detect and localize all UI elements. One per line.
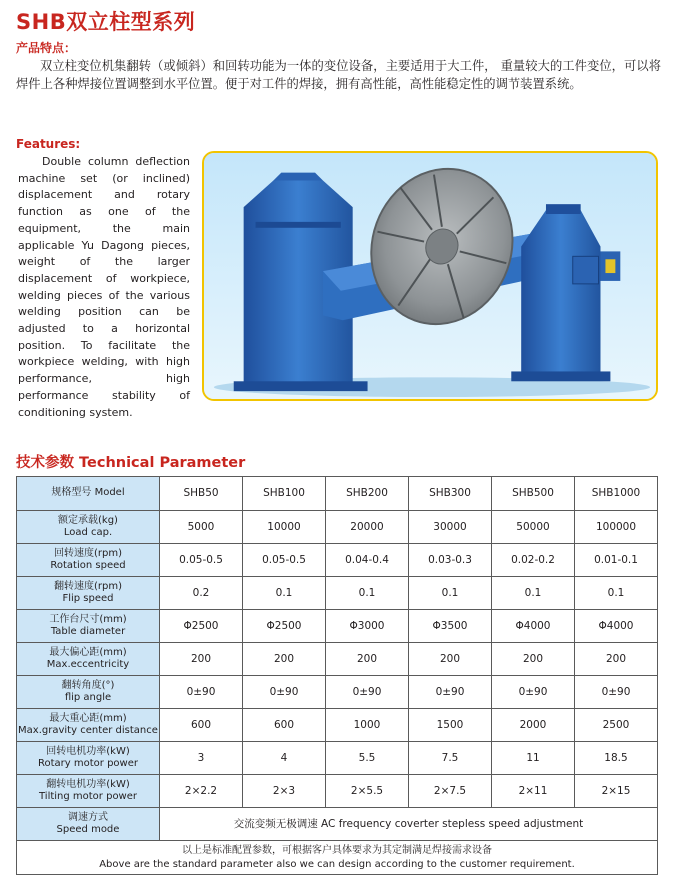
value-cell: 5000 bbox=[160, 511, 243, 544]
value-cell: 0.1 bbox=[243, 577, 326, 610]
row-label-cn: 回转速度(rpm) bbox=[53, 547, 122, 559]
spec-table bbox=[16, 476, 658, 875]
row-label bbox=[17, 742, 160, 775]
footnote-row bbox=[17, 841, 658, 875]
value-cell: 2500 bbox=[575, 709, 658, 742]
value-cell: 10000 bbox=[243, 511, 326, 544]
value-cell: 0.1 bbox=[492, 577, 575, 610]
row-label-cn: 回转电机功率(kW) bbox=[46, 745, 130, 757]
row-label bbox=[17, 676, 160, 709]
model-cell: SHB500 bbox=[492, 477, 575, 511]
value-cell: 200 bbox=[326, 643, 409, 676]
value-cell: 0.02-0.2 bbox=[492, 544, 575, 577]
value-cell: 0.01-0.1 bbox=[575, 544, 658, 577]
value-cell: 30000 bbox=[409, 511, 492, 544]
model-cell: SHB100 bbox=[243, 477, 326, 511]
row-label-cn: 工作台尺寸(mm) bbox=[49, 613, 127, 625]
value-cell: 2×11 bbox=[492, 775, 575, 808]
value-cell: 1000 bbox=[326, 709, 409, 742]
machine-photo bbox=[202, 151, 658, 401]
model-cell: SHB1000 bbox=[575, 477, 658, 511]
value-cell: 600 bbox=[160, 709, 243, 742]
value-cell: 2×15 bbox=[575, 775, 658, 808]
en-features-text: Double column deflection machine set (or inclined) displacement and rotary function as one of the equipment, the main applicable Yu Dagong pieces, weight of the larger displacement of workpiece, welding pieces of the various welding position can be adjusted to a horizontal position. To facilitate the workpiece welding, with high performance, high performance stability of conditioning system. bbox=[18, 155, 190, 419]
tech-parameter-heading: 技术参数 Technical Parameter bbox=[16, 455, 246, 471]
row-label bbox=[17, 808, 160, 841]
table-row bbox=[17, 544, 658, 577]
footnote-en: Above are the standard parameter also we can design according to the customer requirement. bbox=[99, 858, 575, 870]
cn-features-text: 双立柱变位机集翻转（或倾斜）和回转功能为一体的变位设备，主要适用于大工件， 重量较大的工件变位，可以将焊件上各种焊接位置调整到水平位置。便于对工件的焊接，拥有高性能，高性能稳定性的调节装置系统。 bbox=[16, 59, 661, 91]
value-cell: 200 bbox=[409, 643, 492, 676]
value-cell: 20000 bbox=[326, 511, 409, 544]
en-features-heading: Features: bbox=[16, 137, 81, 151]
table-row bbox=[17, 676, 658, 709]
value-cell: 0.2 bbox=[160, 577, 243, 610]
row-label-cn: 最大偏心距(mm) bbox=[49, 646, 127, 658]
value-cell: 0.05-0.5 bbox=[243, 544, 326, 577]
row-label-cn: 最大重心距(mm) bbox=[49, 712, 127, 724]
value-cell: 2×5.5 bbox=[326, 775, 409, 808]
row-label bbox=[17, 775, 160, 808]
value-cell: 2×3 bbox=[243, 775, 326, 808]
value-cell: 0±90 bbox=[575, 676, 658, 709]
row-label-cn: 额定承载(kg) bbox=[58, 514, 118, 526]
value-cell: Φ2500 bbox=[160, 610, 243, 643]
row-label bbox=[17, 709, 160, 742]
footnote-cell bbox=[17, 841, 658, 875]
table-row bbox=[17, 643, 658, 676]
speed-mode-value: 交流变频无极调速 AC frequency coverter stepless speed adjustment bbox=[160, 808, 658, 841]
value-cell: 200 bbox=[243, 643, 326, 676]
table-row bbox=[17, 742, 658, 775]
row-label-en: Rotation speed bbox=[50, 560, 126, 571]
value-cell: 5.5 bbox=[326, 742, 409, 775]
value-cell: 0±90 bbox=[326, 676, 409, 709]
model-cell: SHB200 bbox=[326, 477, 409, 511]
value-cell: 0.1 bbox=[575, 577, 658, 610]
footnote-cn: 以上是标准配置参数，可根据客户具体要求为其定制满足焊接需求设备 bbox=[182, 844, 492, 856]
value-cell: 0.03-0.3 bbox=[409, 544, 492, 577]
value-cell: Φ3000 bbox=[326, 610, 409, 643]
value-cell: 0±90 bbox=[409, 676, 492, 709]
positioner-illustration bbox=[204, 153, 656, 399]
row-label-en: Table diameter bbox=[50, 626, 126, 637]
value-cell: Φ2500 bbox=[243, 610, 326, 643]
row-label-en: Tilting motor power bbox=[38, 791, 138, 802]
value-cell: 200 bbox=[492, 643, 575, 676]
value-cell: 50000 bbox=[492, 511, 575, 544]
value-cell: 200 bbox=[575, 643, 658, 676]
row-label-en: Flip speed bbox=[62, 593, 114, 604]
value-cell: Φ4000 bbox=[492, 610, 575, 643]
value-cell: 0.1 bbox=[409, 577, 492, 610]
value-cell: 2×7.5 bbox=[409, 775, 492, 808]
cn-features-heading: 产品特点： bbox=[16, 41, 77, 55]
table-row bbox=[17, 511, 658, 544]
row-label-cn: 翻转角度(°) bbox=[61, 679, 115, 691]
table-row bbox=[17, 610, 658, 643]
table-row bbox=[17, 577, 658, 610]
value-cell: 2×2.2 bbox=[160, 775, 243, 808]
row-label-en: Max.gravity center distance bbox=[18, 725, 158, 736]
value-cell: 100000 bbox=[575, 511, 658, 544]
value-cell: Φ4000 bbox=[575, 610, 658, 643]
value-cell: Φ3500 bbox=[409, 610, 492, 643]
row-label bbox=[17, 577, 160, 610]
row-label-en: Max.eccentricity bbox=[46, 659, 130, 670]
row-label bbox=[17, 643, 160, 676]
value-cell: 0±90 bbox=[243, 676, 326, 709]
row-label bbox=[17, 511, 160, 544]
row-label-en: flip angle bbox=[64, 692, 112, 703]
speed-mode-row bbox=[17, 808, 658, 841]
table-header-row bbox=[17, 477, 658, 511]
value-cell: 0.1 bbox=[326, 577, 409, 610]
value-cell: 3 bbox=[160, 742, 243, 775]
model-cell: SHB300 bbox=[409, 477, 492, 511]
value-cell: 11 bbox=[492, 742, 575, 775]
table-row bbox=[17, 775, 658, 808]
table-row bbox=[17, 709, 658, 742]
row-label-en: Load cap. bbox=[63, 527, 113, 538]
value-cell: 600 bbox=[243, 709, 326, 742]
value-cell: 4 bbox=[243, 742, 326, 775]
row-label-en: Speed mode bbox=[56, 824, 120, 835]
value-cell: 200 bbox=[160, 643, 243, 676]
row-label-cn: 调速方式 bbox=[68, 811, 108, 823]
model-header-cell: 规格型号 Model bbox=[17, 477, 160, 511]
row-label-en: Rotary motor power bbox=[38, 758, 138, 769]
value-cell: 2000 bbox=[492, 709, 575, 742]
value-cell: 7.5 bbox=[409, 742, 492, 775]
value-cell: 0±90 bbox=[492, 676, 575, 709]
row-label-cn: 翻转电机功率(kW) bbox=[46, 778, 130, 790]
value-cell: 1500 bbox=[409, 709, 492, 742]
value-cell: 18.5 bbox=[575, 742, 658, 775]
value-cell: 0.04-0.4 bbox=[326, 544, 409, 577]
row-label bbox=[17, 610, 160, 643]
row-label bbox=[17, 544, 160, 577]
model-cell: SHB50 bbox=[160, 477, 243, 511]
value-cell: 0±90 bbox=[160, 676, 243, 709]
row-label-cn: 翻转速度(rpm) bbox=[53, 580, 122, 592]
value-cell: 0.05-0.5 bbox=[160, 544, 243, 577]
page-title: SHB双立柱型系列 bbox=[16, 10, 196, 34]
